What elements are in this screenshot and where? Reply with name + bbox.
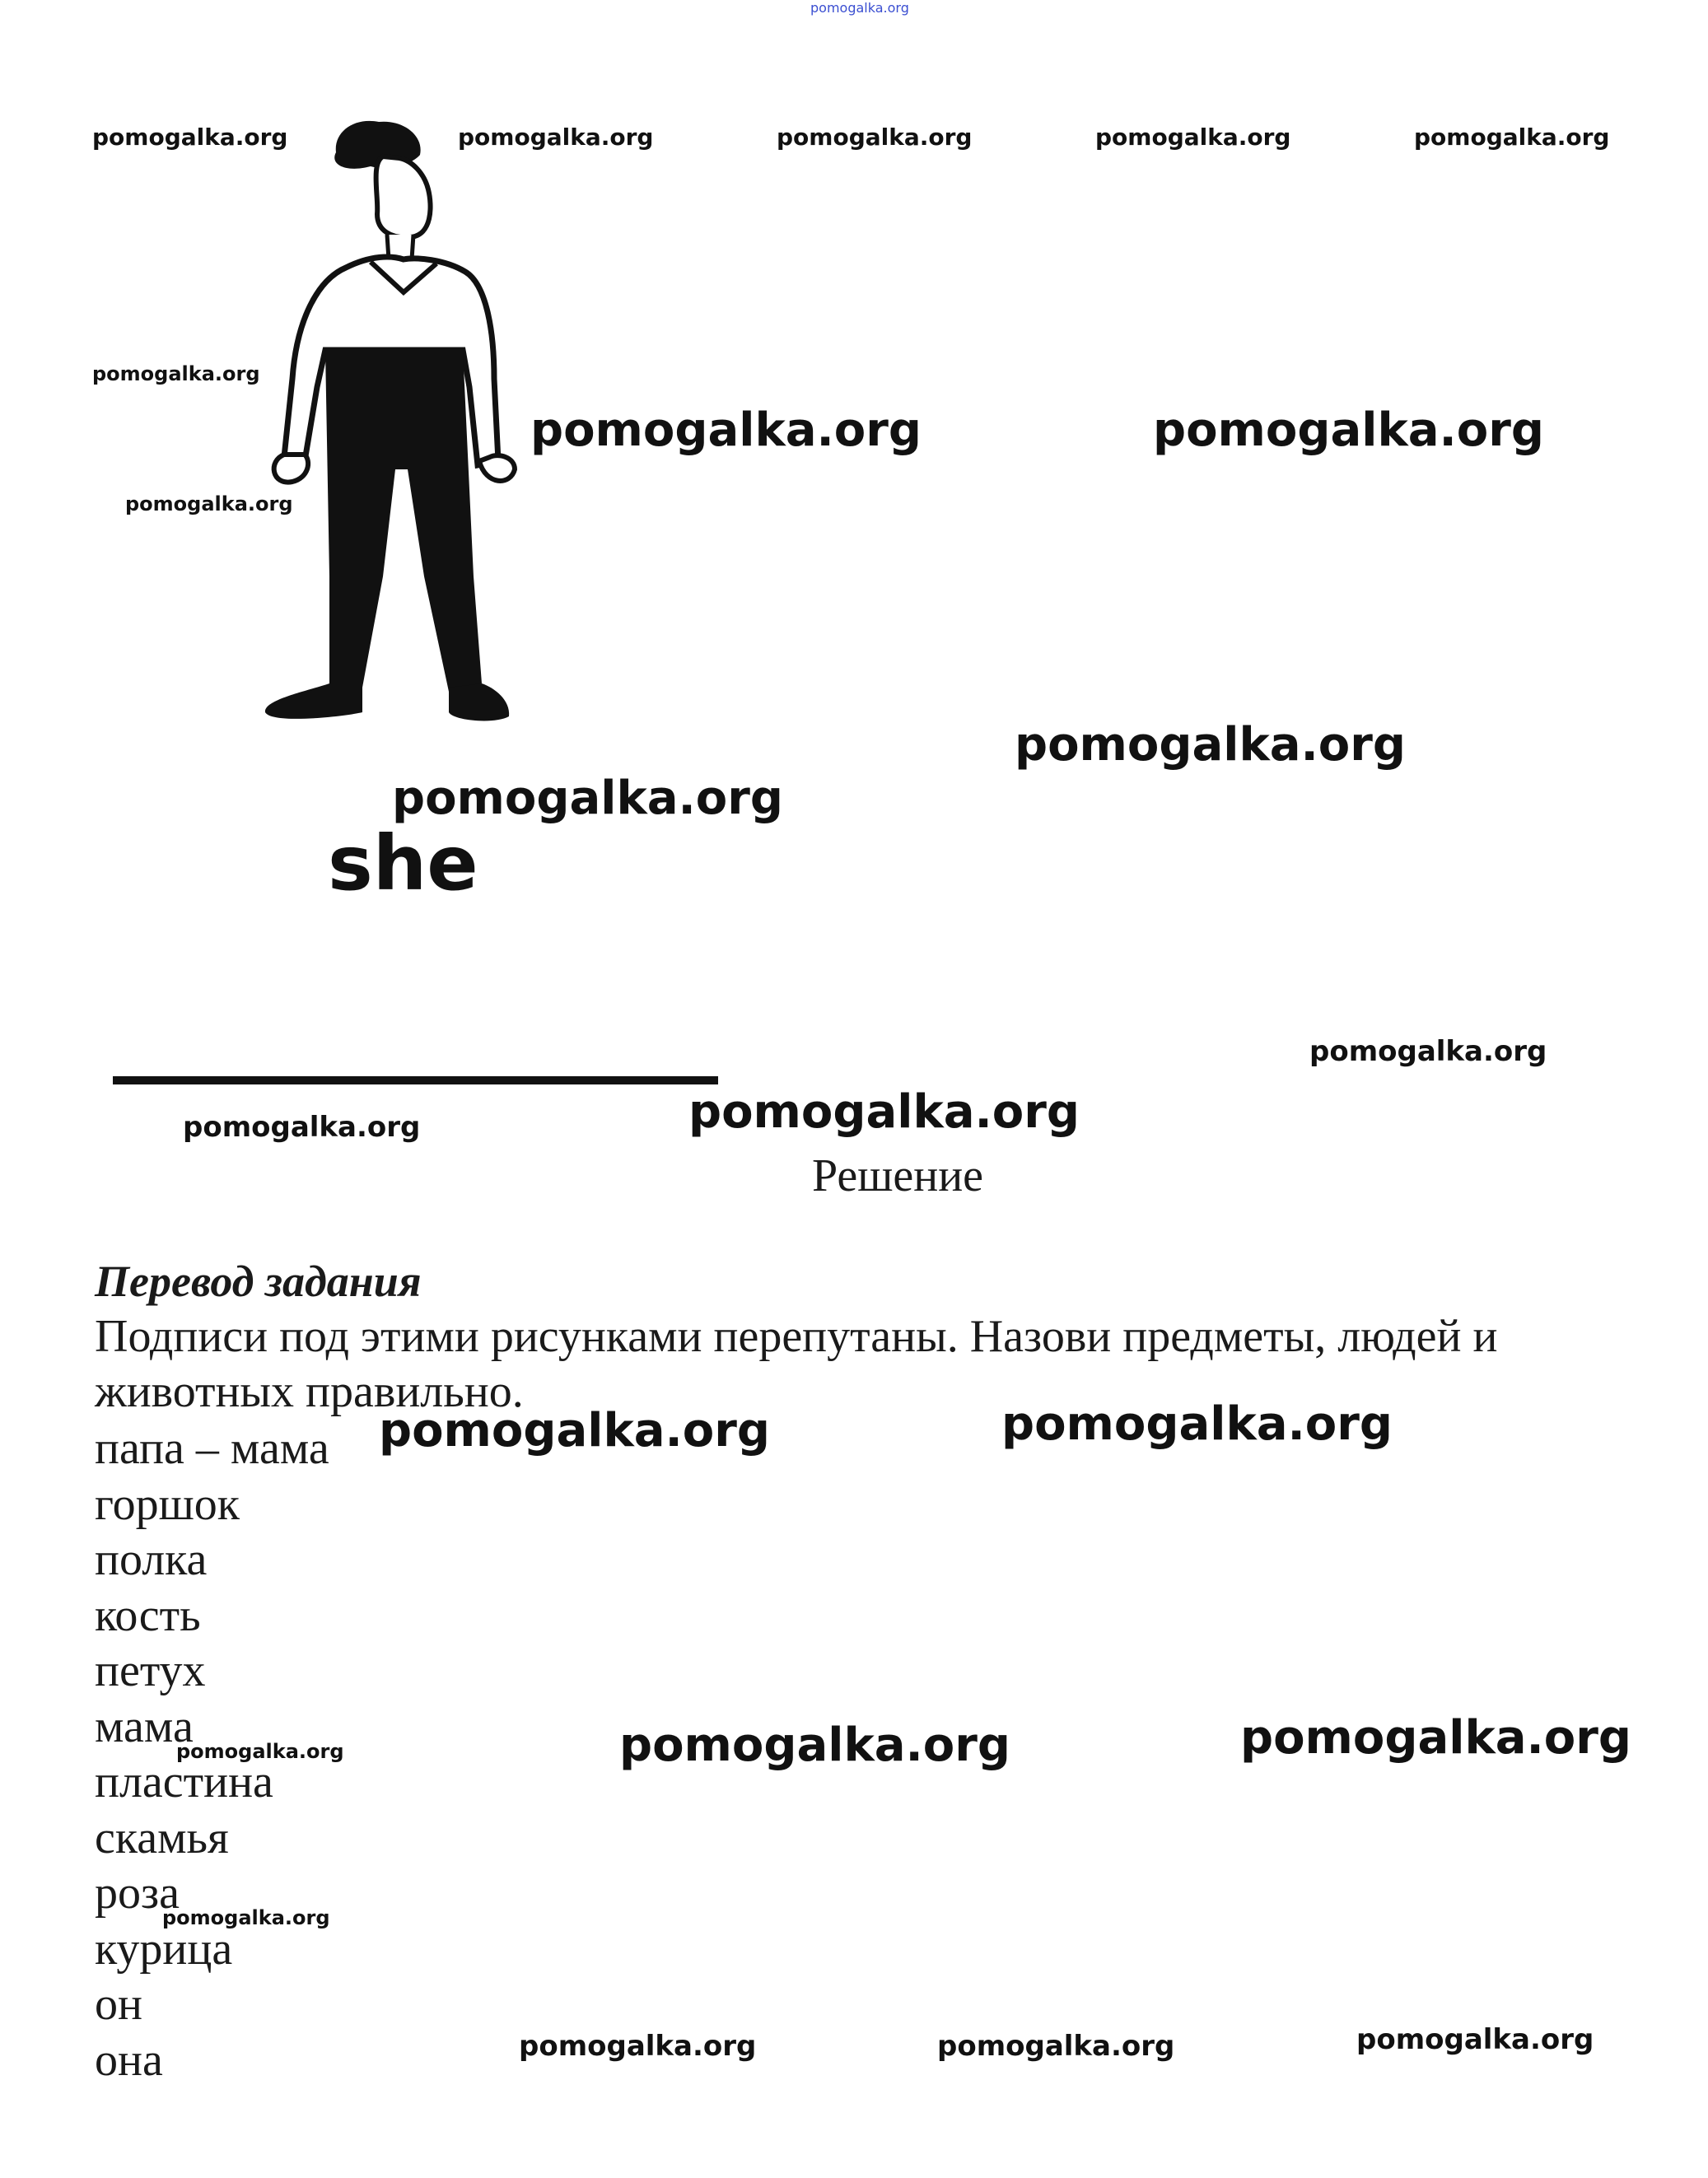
solution-label: Решение [812, 1150, 984, 1201]
watermark: pomogalka.org [519, 2030, 757, 2063]
list-item: петух [95, 1645, 206, 1696]
task-translation-text: Подписи под этими рисунками перепутаны. Назови предметы, людей и животных правильно. [95, 1311, 1498, 1417]
list-item: горшок [95, 1478, 240, 1530]
watermark: pomogalka.org [92, 124, 288, 151]
list-item: курица [95, 1923, 233, 1975]
watermark: pomogalka.org [1001, 1397, 1393, 1451]
watermark: pomogalka.org [1095, 124, 1291, 151]
watermark-top: pomogalka.org [810, 0, 909, 16]
watermark: pomogalka.org [1309, 1035, 1547, 1068]
list-item: роза [95, 1868, 180, 1919]
watermark: pomogalka.org [162, 1906, 330, 1929]
watermark: pomogalka.org [619, 1719, 1010, 1772]
figure-caption: she [328, 819, 478, 907]
watermark: pomogalka.org [777, 124, 973, 151]
watermark: pomogalka.org [176, 1740, 344, 1763]
answer-line [113, 1076, 718, 1084]
list-item: полка [95, 1534, 208, 1585]
watermark: pomogalka.org [1356, 2023, 1594, 2056]
watermark: pomogalka.org [125, 492, 293, 515]
watermark: pomogalka.org [1015, 718, 1406, 772]
man-figure-illustration [247, 115, 527, 733]
list-item: мама [95, 1700, 194, 1752]
list-item: папа – мама [95, 1423, 329, 1474]
section-title: Перевод задания [95, 1257, 422, 1306]
watermark: pomogalka.org [92, 362, 260, 385]
watermark: pomogalka.org [458, 124, 654, 151]
list-item: кость [95, 1589, 201, 1641]
list-item: скамья [95, 1812, 229, 1863]
list-item: пластина [95, 1756, 273, 1807]
watermark: pomogalka.org [688, 1085, 1080, 1139]
watermark: pomogalka.org [379, 1404, 770, 1457]
watermark: pomogalka.org [1153, 403, 1544, 457]
watermark: pomogalka.org [1240, 1711, 1631, 1765]
list-item: она [95, 2034, 163, 2086]
watermark: pomogalka.org [392, 772, 783, 825]
watermark: pomogalka.org [530, 403, 922, 457]
watermark: pomogalka.org [1414, 124, 1610, 151]
watermark: pomogalka.org [937, 2030, 1175, 2063]
list-item: он [95, 1979, 142, 2030]
watermark: pomogalka.org [183, 1111, 421, 1144]
